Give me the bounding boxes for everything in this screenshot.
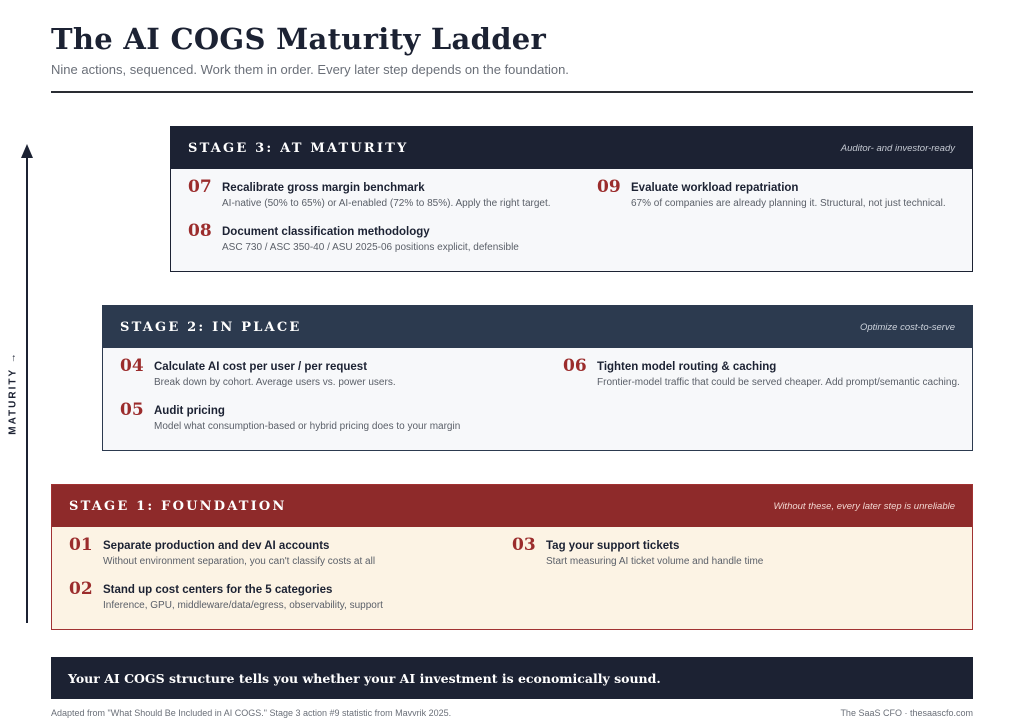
stage-2-header: [103, 306, 972, 348]
action-description: Model what consumption-based or hybrid pricing does to your margin: [154, 421, 461, 432]
action-number: 01: [69, 535, 93, 555]
action-description: Start measuring AI ticket volume and handle time: [546, 556, 764, 567]
action-item-07: [188, 177, 551, 211]
action-item-02: [69, 579, 383, 613]
action-title: Stand up cost centers for the 5 categories: [103, 584, 333, 596]
action-number: 03: [512, 535, 536, 555]
stage-1-tag: Without these, every later step is unreliable: [773, 500, 955, 512]
action-number: 08: [188, 221, 212, 241]
summary-banner: [51, 657, 973, 699]
action-item-01: [69, 535, 375, 569]
action-description: Frontier-model traffic that could be served cheaper. Add prompt/semantic caching.: [597, 377, 960, 388]
action-description: Inference, GPU, middleware/data/egress, observability, support: [103, 600, 383, 611]
action-item-03: [512, 535, 763, 569]
action-title: Evaluate workload repatriation: [631, 182, 799, 194]
action-title: Recalibrate gross margin benchmark: [222, 182, 425, 194]
action-item-04: [120, 356, 396, 390]
action-number: 04: [120, 356, 144, 376]
stage-3-header: [171, 127, 972, 169]
stage-3-tag: Auditor- and investor-ready: [840, 142, 955, 154]
action-title: Audit pricing: [154, 405, 225, 417]
action-item-06: [563, 356, 960, 390]
stage-1-card: [51, 484, 973, 630]
stage-2-title: STAGE 2: IN PLACE: [120, 319, 302, 335]
action-description: AI-native (50% to 65%) or AI-enabled (72% to 85%). Apply the right target.: [222, 198, 551, 209]
maturity-axis-line: [26, 156, 28, 623]
action-description: Without environment separation, you can't classify costs at all: [103, 556, 376, 567]
action-number: 09: [597, 177, 621, 197]
action-number: 06: [563, 356, 587, 376]
stage-1-header: [52, 485, 972, 527]
summary-banner-text: Your AI COGS structure tells you whether your AI investment is economically sound.: [68, 670, 661, 686]
footer-source-note: Adapted from "What Should Be Included in AI COGS." Stage 3 action #9 statistic from Mavvrik 2025.: [51, 708, 452, 718]
action-item-09: [597, 177, 946, 211]
action-description: Break down by cohort. Average users vs. power users.: [154, 377, 396, 388]
action-description: ASC 730 / ASC 350-40 / ASU 2025-06 positions explicit, defensible: [222, 242, 519, 253]
action-title: Tighten model routing & caching: [597, 361, 777, 373]
action-item-05: [120, 400, 460, 434]
action-description: 67% of companies are already planning it. Structural, not just technical.: [631, 198, 946, 209]
stage-1-title: STAGE 1: FOUNDATION: [69, 498, 287, 514]
action-number: 05: [120, 400, 144, 420]
action-number: 02: [69, 579, 93, 599]
stage-3-title: STAGE 3: AT MATURITY: [188, 140, 409, 156]
arrow-up-icon: [21, 144, 33, 158]
action-title: Separate production and dev AI accounts: [103, 540, 330, 552]
stage-2-card: [102, 305, 973, 451]
footer-credit: The SaaS CFO · thesaascfo.com: [840, 708, 973, 718]
action-title: Document classification methodology: [222, 226, 430, 238]
action-item-08: [188, 221, 519, 255]
stage-2-tag: Optimize cost-to-serve: [859, 321, 955, 333]
action-number: 07: [188, 177, 212, 197]
action-title: Calculate AI cost per user / per request: [154, 361, 368, 373]
header-divider: [51, 91, 973, 93]
stage-3-card: [170, 126, 973, 272]
page-title: The AI COGS Maturity Ladder: [51, 22, 547, 56]
page-subtitle: Nine actions, sequenced. Work them in order. Every later step depends on the foundation.: [51, 62, 569, 77]
action-title: Tag your support tickets: [546, 540, 680, 552]
maturity-axis-label: MATURITY →: [7, 351, 19, 435]
